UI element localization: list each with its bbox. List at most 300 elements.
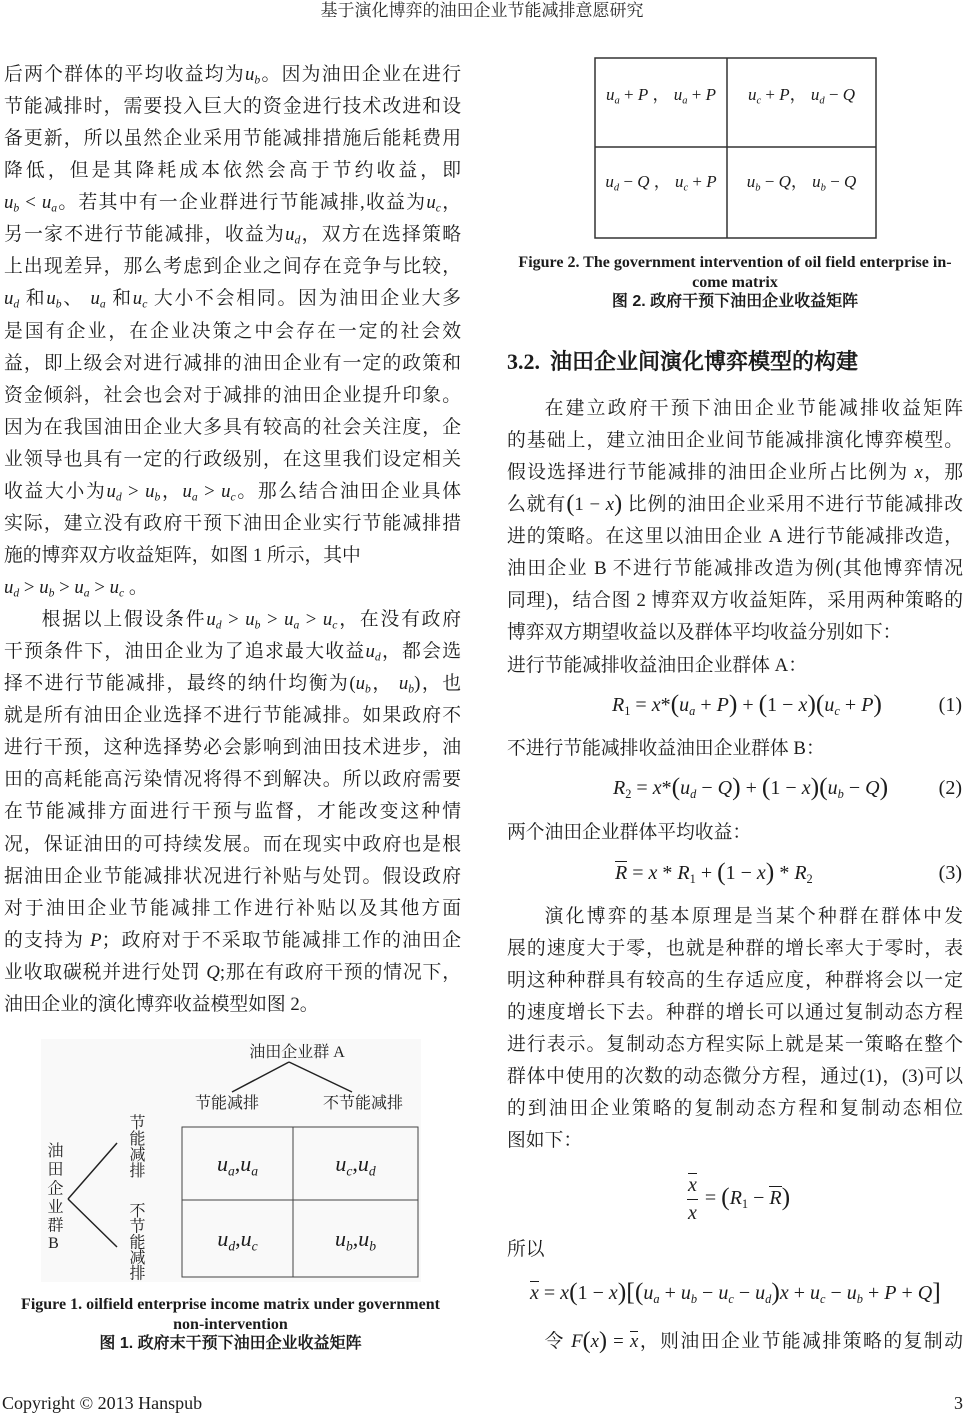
math-subscript — [100, 298, 106, 311]
math-delimiter: ( — [815, 689, 825, 719]
math-variable: u — [812, 172, 821, 191]
math-variable: P — [90, 929, 102, 951]
text-line: 油田企业的演化博弈收益模型如图 2。 — [4, 993, 319, 1015]
math-variable: F — [571, 1331, 583, 1352]
math-delimiter: ) — [765, 857, 775, 887]
therefore-label: 所以 — [507, 1239, 545, 1260]
text-line: 实际，建立没有政府干预下油田企业实行节能减排措 — [4, 512, 461, 534]
math-fraction — [687, 1173, 698, 1226]
math-variable: b — [154, 490, 161, 504]
math-variable: a — [689, 703, 696, 718]
math-variable: u — [46, 288, 56, 310]
inline-math — [812, 172, 857, 194]
math-symbol: 1 − — [574, 494, 606, 516]
math-symbol: > — [299, 609, 323, 631]
math-variable: P — [716, 694, 729, 716]
math-variable: u — [746, 172, 756, 191]
math-variable: u — [132, 288, 143, 310]
paragraph — [507, 393, 963, 650]
text-line: 益，即上级会对进行减排的油田企业有一定的政策和 — [4, 352, 461, 374]
math-subscript — [252, 1238, 258, 1253]
math-variable: Q — [917, 1282, 933, 1304]
payoff-cell — [293, 1127, 418, 1200]
text-line: 择不进行节能减排，最终的纳什均衡为(ub， ub)，也 — [4, 673, 461, 696]
math-variable: b — [408, 682, 415, 696]
math-delimiter: ) — [728, 689, 738, 719]
math-symbol: , — [235, 1225, 241, 1251]
math-variable: R — [729, 1187, 742, 1209]
payoff-cell: ub − Q， ub − Q — [746, 172, 857, 194]
equation-1 — [507, 685, 963, 725]
math-delimiter: ] — [932, 1277, 941, 1307]
math-variable: a — [682, 95, 688, 107]
math-variable: b — [690, 1291, 698, 1306]
right-column-text-block — [507, 901, 963, 1158]
inline-math — [612, 689, 882, 719]
inline-math — [4, 288, 20, 312]
math-variable: u — [90, 288, 100, 310]
text-line: 就是所有油田企业选择不进行节能减排。如果政府不 — [4, 705, 461, 727]
equation-2 — [507, 768, 963, 808]
inline-math — [132, 288, 148, 312]
math-variable: R — [769, 1187, 782, 1209]
math-variable: u — [74, 577, 84, 598]
text-line: 根据以上假设条件ud > ub > ua > uc，在没有政府 — [41, 609, 462, 632]
math-variable: u — [334, 1225, 346, 1251]
inline-math — [335, 1226, 376, 1252]
math-variable: x — [779, 1282, 789, 1304]
math-subscript — [13, 298, 19, 311]
math-variable: u — [335, 1150, 347, 1176]
math-variable: u — [673, 85, 683, 104]
math-delimiter: ( — [582, 1327, 591, 1354]
text-line: 进行节能减排收益油田企业群体 A： — [507, 654, 807, 676]
math-variable: d — [13, 586, 20, 600]
math-variable: c — [251, 1237, 258, 1253]
math-variable: b — [48, 586, 55, 600]
math-variable: u — [357, 1150, 369, 1176]
math-delimiter: ) — [614, 491, 623, 518]
tree-branch-a-left — [232, 1062, 289, 1092]
math-symbol: = — [627, 862, 649, 884]
payoff-cell — [293, 1200, 418, 1277]
math-variable: u — [284, 609, 294, 631]
inline-math — [46, 288, 62, 312]
math-subscript — [119, 587, 124, 600]
math-variable: u — [4, 577, 14, 598]
math-delimiter: ( — [761, 772, 771, 802]
text-line: 业领导也具有一定的行政级别，在这里我们设定相关 — [4, 448, 461, 470]
math-variable: u — [355, 673, 365, 695]
math-variable: P — [705, 85, 716, 104]
math-subscript — [807, 872, 813, 886]
tree-branch-a-right — [289, 1062, 352, 1092]
math-symbol: 1 — [689, 871, 696, 886]
inline-math — [810, 85, 856, 107]
page-number: 3 — [954, 1393, 963, 1413]
math-variable: u — [810, 1282, 821, 1304]
math-variable: u — [244, 64, 255, 85]
math-symbol: + — [659, 1282, 681, 1304]
math-variable: c — [119, 586, 125, 600]
math-variable: c — [346, 1162, 353, 1178]
text-line: 进行干预，这种选择势必会影响到油田技术进步，油 — [4, 737, 461, 759]
replicator-ratio-equation — [507, 1168, 963, 1228]
inline-math — [747, 85, 790, 107]
text-line: 据油田企业节能减排状况进行补贴与处罚。假设政府 — [4, 865, 461, 887]
math-variable: u — [846, 1282, 857, 1304]
math-delimiter: ( — [721, 1182, 730, 1212]
math-symbol: 1 − — [770, 777, 802, 799]
math-symbol: 2 — [625, 786, 632, 801]
math-variable: a — [293, 618, 300, 632]
payoff-cell: uc + P， ud − Q — [747, 85, 856, 107]
inline-math — [285, 224, 301, 248]
math-variable: c — [435, 201, 441, 215]
math-symbol: 1 − — [767, 694, 799, 716]
text-line: 演化博弈的基本原理是当某个种群在群体中发 — [544, 906, 963, 927]
math-variable: d — [294, 234, 301, 248]
tree-branch-b-up — [68, 1143, 117, 1199]
math-delimiter: ) — [781, 1182, 791, 1212]
inline-math — [365, 641, 380, 662]
math-variable: c — [834, 703, 840, 718]
math-symbol: + — [839, 694, 862, 716]
math-variable: b — [364, 682, 371, 696]
math-symbol: − — [825, 1282, 847, 1304]
text-line: 的到油田企业策略的复制动态方程和复制动态相位 — [507, 1098, 963, 1120]
math-overline — [769, 1186, 781, 1208]
math-delimiter: ) — [810, 772, 820, 802]
math-variable: u — [285, 224, 295, 246]
fraction-numerator — [687, 1173, 698, 1200]
math-variable: u — [4, 192, 14, 214]
math-variable: d — [613, 182, 620, 194]
math-variable: b — [13, 201, 20, 215]
math-variable: P — [779, 85, 790, 104]
math-symbol: − — [733, 1282, 756, 1304]
math-delimiter: ( — [634, 1277, 644, 1307]
equation-expression — [612, 685, 882, 725]
math-subscript — [254, 74, 260, 87]
equation-number: (1) — [938, 694, 962, 716]
text-line: 在建立政府干预下油田企业节能减排收益矩阵 — [544, 398, 963, 419]
math-variable: x — [605, 494, 615, 516]
math-symbol: > — [121, 480, 146, 502]
inline-math — [606, 85, 649, 107]
math-variable: x — [629, 1331, 639, 1352]
text-line: 油田企业 B 不进行节能减排改造为例(其他博弈情况 — [507, 558, 963, 580]
inline-math — [673, 85, 716, 107]
text-line: 施的博弈双方收益矩阵，如图 1 所示，其中 — [4, 544, 361, 566]
math-symbol: − — [825, 172, 844, 191]
math-variable: x — [798, 694, 808, 716]
math-variable: u — [674, 172, 684, 191]
equation-number: (2) — [938, 777, 962, 799]
math-subscript — [375, 651, 381, 664]
text-line: 收益大小为ud > ub，ua > uc。那么结合油田企业具体 — [4, 480, 462, 504]
math-subscript — [142, 298, 147, 311]
math-variable: d — [690, 786, 697, 801]
math-variable: u — [41, 192, 52, 214]
math-variable: P — [861, 694, 874, 716]
math-symbol: + — [788, 1282, 811, 1304]
math-variable: d — [765, 1291, 772, 1306]
math-overline — [630, 1331, 638, 1352]
caption-english-line: Figure 1. oilfield enterprise income matrix under government — [21, 1296, 440, 1313]
equation-expression — [687, 1168, 790, 1228]
math-symbol: > — [89, 577, 110, 598]
math-variable: u — [680, 1282, 691, 1304]
math-symbol: + — [688, 172, 707, 191]
math-variable: x — [608, 1282, 618, 1304]
math-symbol: + — [695, 862, 718, 884]
math-variable: a — [51, 201, 58, 215]
math-variable: b — [856, 1291, 863, 1306]
paragraph — [507, 650, 963, 682]
payoff-cell — [182, 1200, 293, 1277]
math-variable: x — [590, 1331, 599, 1352]
text-line: 的支持为 P；政府对于不采取节能减排工作的油田企 — [4, 929, 462, 951]
player-b-strategy-2: 不节能减排 — [127, 1202, 144, 1281]
math-symbol: = — [538, 1282, 561, 1304]
math-variable: u — [398, 673, 409, 695]
math-variable: u — [106, 480, 116, 502]
inline-math — [245, 64, 260, 85]
inline-math — [399, 673, 414, 694]
equation-label: 两个油田企业群体平均收益： — [507, 822, 752, 843]
player-a-strategy-1: 节能减排 — [194, 1095, 259, 1112]
math-symbol: < — [19, 192, 42, 214]
text-line: 的速度增长下去。种群的增长可以通过复制动态方程 — [507, 1002, 963, 1024]
text-line: 后两个群体的平均收益均为ub。因为油田企业在进行 — [4, 64, 462, 87]
text-line: 令 F(x) = x，则油田企业节能减排策略的复制动 — [544, 1327, 963, 1354]
math-symbol: = — [631, 777, 653, 799]
math-subscript — [56, 298, 62, 311]
text-line: 么就有(1 − x) 比例的油田企业采用不进行节能减排改 — [507, 491, 964, 518]
math-variable: b — [755, 182, 761, 194]
math-symbol: , — [352, 1225, 359, 1251]
text-line: 另一家不进行节能减排，收益为ud，双方在选择策略 — [4, 224, 462, 248]
section-number: 3.2. — [507, 349, 540, 374]
math-variable: Q — [843, 172, 857, 191]
math-variable: c — [756, 95, 762, 107]
math-variable: R — [613, 777, 626, 799]
math-symbol: + — [863, 1282, 885, 1304]
inline-math — [106, 481, 160, 502]
math-variable: P — [884, 1282, 897, 1304]
math-variable: x — [801, 777, 811, 799]
math-delimiter: ( — [671, 772, 681, 802]
text-line: 博弈双方期望收益以及群体平均收益分别如下： — [507, 622, 902, 644]
math-variable: u — [145, 480, 155, 502]
math-variable: a — [251, 1162, 259, 1178]
inline-math — [687, 1173, 791, 1224]
caption-english-line: non-intervention — [173, 1315, 288, 1333]
math-subscript — [51, 202, 57, 215]
inline-math — [605, 172, 650, 194]
math-variable: u — [679, 694, 690, 716]
math-symbol: 1 − — [577, 1282, 609, 1304]
math-variable: x — [648, 862, 658, 884]
inline-math — [217, 1151, 258, 1177]
math-variable: u — [221, 480, 231, 502]
text-line: 在节能减排方面进行干预与监督，才能改变这种情 — [4, 801, 461, 823]
math-variable: R — [794, 862, 807, 884]
math-symbol: = — [606, 1331, 630, 1352]
inline-math — [206, 962, 220, 983]
paragraph — [4, 572, 461, 604]
math-delimiter: ( — [717, 857, 726, 887]
section-heading — [507, 346, 858, 378]
text-line: 对于油田企业节能减排工作进行补贴以及其他方面 — [4, 897, 461, 919]
text-line: ub < ua。若其中有一企业群进行节能减排,收益为uc， — [4, 192, 462, 215]
math-symbol: + — [687, 85, 706, 104]
inline-math — [615, 857, 813, 887]
inline-math — [4, 577, 124, 598]
math-variable: x — [688, 1173, 697, 1196]
math-subscript — [332, 619, 337, 632]
math-symbol: , — [234, 1150, 241, 1176]
paragraph — [507, 1326, 963, 1358]
equation-expression — [615, 853, 813, 893]
math-delimiter: ( — [569, 1277, 578, 1307]
math-variable: u — [747, 85, 757, 104]
running-title: 基于演化博弈的油田企业节能减排意愿研究 — [320, 1, 644, 20]
math-symbol: 2 — [806, 871, 813, 886]
math-overline — [530, 1281, 539, 1303]
inline-math — [674, 172, 717, 194]
text-line: 是国有企业，在企业决策之中会存在一定的社会效 — [4, 320, 461, 342]
math-variable: u — [824, 694, 835, 716]
text-line: 展的速度大于零，也就是种群的增长率大于零时，表 — [507, 938, 963, 960]
math-symbol: − — [843, 777, 866, 799]
math-variable: u — [240, 1150, 252, 1176]
inline-math — [206, 609, 337, 630]
replicator-dynamics-equation — [507, 1273, 963, 1313]
math-variable: u — [182, 480, 192, 502]
math-subscript — [369, 1238, 376, 1253]
figure-2-payoff-matrix — [595, 58, 876, 238]
math-symbol: , — [352, 1150, 358, 1176]
math-symbol: > — [19, 577, 40, 598]
caption-english-line: Figure 2. The government intervention of oil field enterprise in- — [518, 254, 952, 271]
inline-math — [217, 1226, 257, 1252]
inline-math — [915, 462, 923, 483]
math-variable: d — [819, 95, 825, 107]
caption-chinese-line: 图 2. 政府干预下油田企业收益矩阵 — [611, 293, 859, 310]
math-variable: u — [322, 609, 333, 631]
caption-chinese-line: 图 1. 政府末干预下油田企业收益矩阵 — [99, 1335, 362, 1352]
math-variable: c — [332, 618, 338, 632]
math-variable: b — [254, 618, 261, 632]
math-variable: c — [142, 298, 148, 312]
math-variable: d — [215, 618, 222, 632]
math-variable: a — [83, 586, 90, 600]
math-symbol: 1 − — [725, 862, 757, 884]
math-symbol: − — [697, 1282, 719, 1304]
player-a-label: 油田企业群 A — [249, 1044, 345, 1061]
payoff-cell: ua + P ， ua + P — [606, 85, 716, 107]
math-variable: a — [227, 1162, 235, 1178]
inline-math — [530, 1277, 941, 1307]
math-overline — [688, 1173, 697, 1195]
math-variable: u — [606, 85, 615, 104]
math-variable: Q — [865, 777, 880, 799]
payoff-cell — [182, 1127, 293, 1200]
right-column-text-block — [507, 393, 963, 682]
inline-math — [90, 288, 106, 312]
math-variable: u — [605, 172, 614, 191]
paragraph — [4, 59, 461, 572]
math-symbol: > — [260, 609, 285, 631]
math-symbol: = — [699, 1187, 722, 1209]
math-variable: b — [345, 1237, 353, 1253]
math-variable: P — [637, 85, 649, 104]
text-line: ud > ub > ua > uc 。 — [4, 577, 148, 600]
text-line: 资金倾斜，社会也会对于减排的油田企业提升印象。 — [4, 384, 461, 406]
text-line: 节能减排时，需要投入巨大的资金进行技术改进和设 — [4, 96, 461, 118]
math-variable: u — [217, 1225, 229, 1251]
text-line: 干预条件下，油田企业为了追求最大收益ud，都会选 — [4, 641, 462, 664]
left-column-text — [4, 59, 461, 1021]
equation-label: 不进行节能减排收益油田企业群体 B： — [507, 738, 825, 759]
player-b-strategy-1: 节能减排 — [127, 1114, 144, 1178]
math-delimiter: ) — [873, 689, 882, 719]
text-line: 因为在我国油田企业大多具有较高的社会关注度，企 — [4, 416, 461, 438]
text-line: 的基础上，建立油田企业间节能减排演化博弈模型。 — [507, 430, 963, 452]
math-variable: u — [755, 1282, 766, 1304]
right-column-text-block — [507, 1326, 963, 1358]
math-subscript — [231, 491, 236, 504]
math-variable: d — [374, 650, 381, 664]
math-delimiter: ( — [819, 772, 828, 802]
math-subscript — [365, 683, 371, 696]
math-variable: u — [206, 609, 216, 631]
math-variable: b — [820, 182, 826, 194]
math-variable: c — [728, 1291, 734, 1306]
math-symbol: − — [824, 85, 843, 104]
text-line: 图如下： — [507, 1130, 583, 1152]
math-variable: u — [216, 1150, 228, 1176]
math-variable: Q — [778, 172, 791, 191]
math-variable: x — [914, 462, 923, 484]
math-variable: x — [560, 1282, 570, 1304]
text-line: 明这种种群具有较高的生存适应度，种群将会以一定 — [507, 970, 963, 992]
math-symbol: + — [695, 694, 717, 716]
math-symbol: + — [896, 1282, 918, 1304]
equation-3 — [507, 853, 963, 893]
math-delimiter: ( — [566, 491, 575, 518]
math-variable: x — [688, 1201, 697, 1224]
inline-math — [566, 491, 623, 518]
inline-math — [356, 673, 371, 694]
math-delimiter: ) — [732, 772, 741, 802]
math-delimiter: ) — [771, 1277, 780, 1307]
math-variable: a — [99, 298, 106, 312]
math-variable: u — [827, 777, 838, 799]
math-variable: u — [680, 777, 691, 799]
math-variable: d — [368, 1162, 376, 1178]
inline-math — [90, 930, 101, 951]
math-variable: u — [365, 641, 375, 663]
math-variable: d — [228, 1237, 236, 1253]
math-delimiter: ) — [807, 689, 816, 719]
math-variable: R — [615, 862, 628, 884]
math-symbol: + — [740, 777, 762, 799]
math-delimiter: ) — [617, 1277, 627, 1307]
math-variable: x — [651, 694, 661, 716]
